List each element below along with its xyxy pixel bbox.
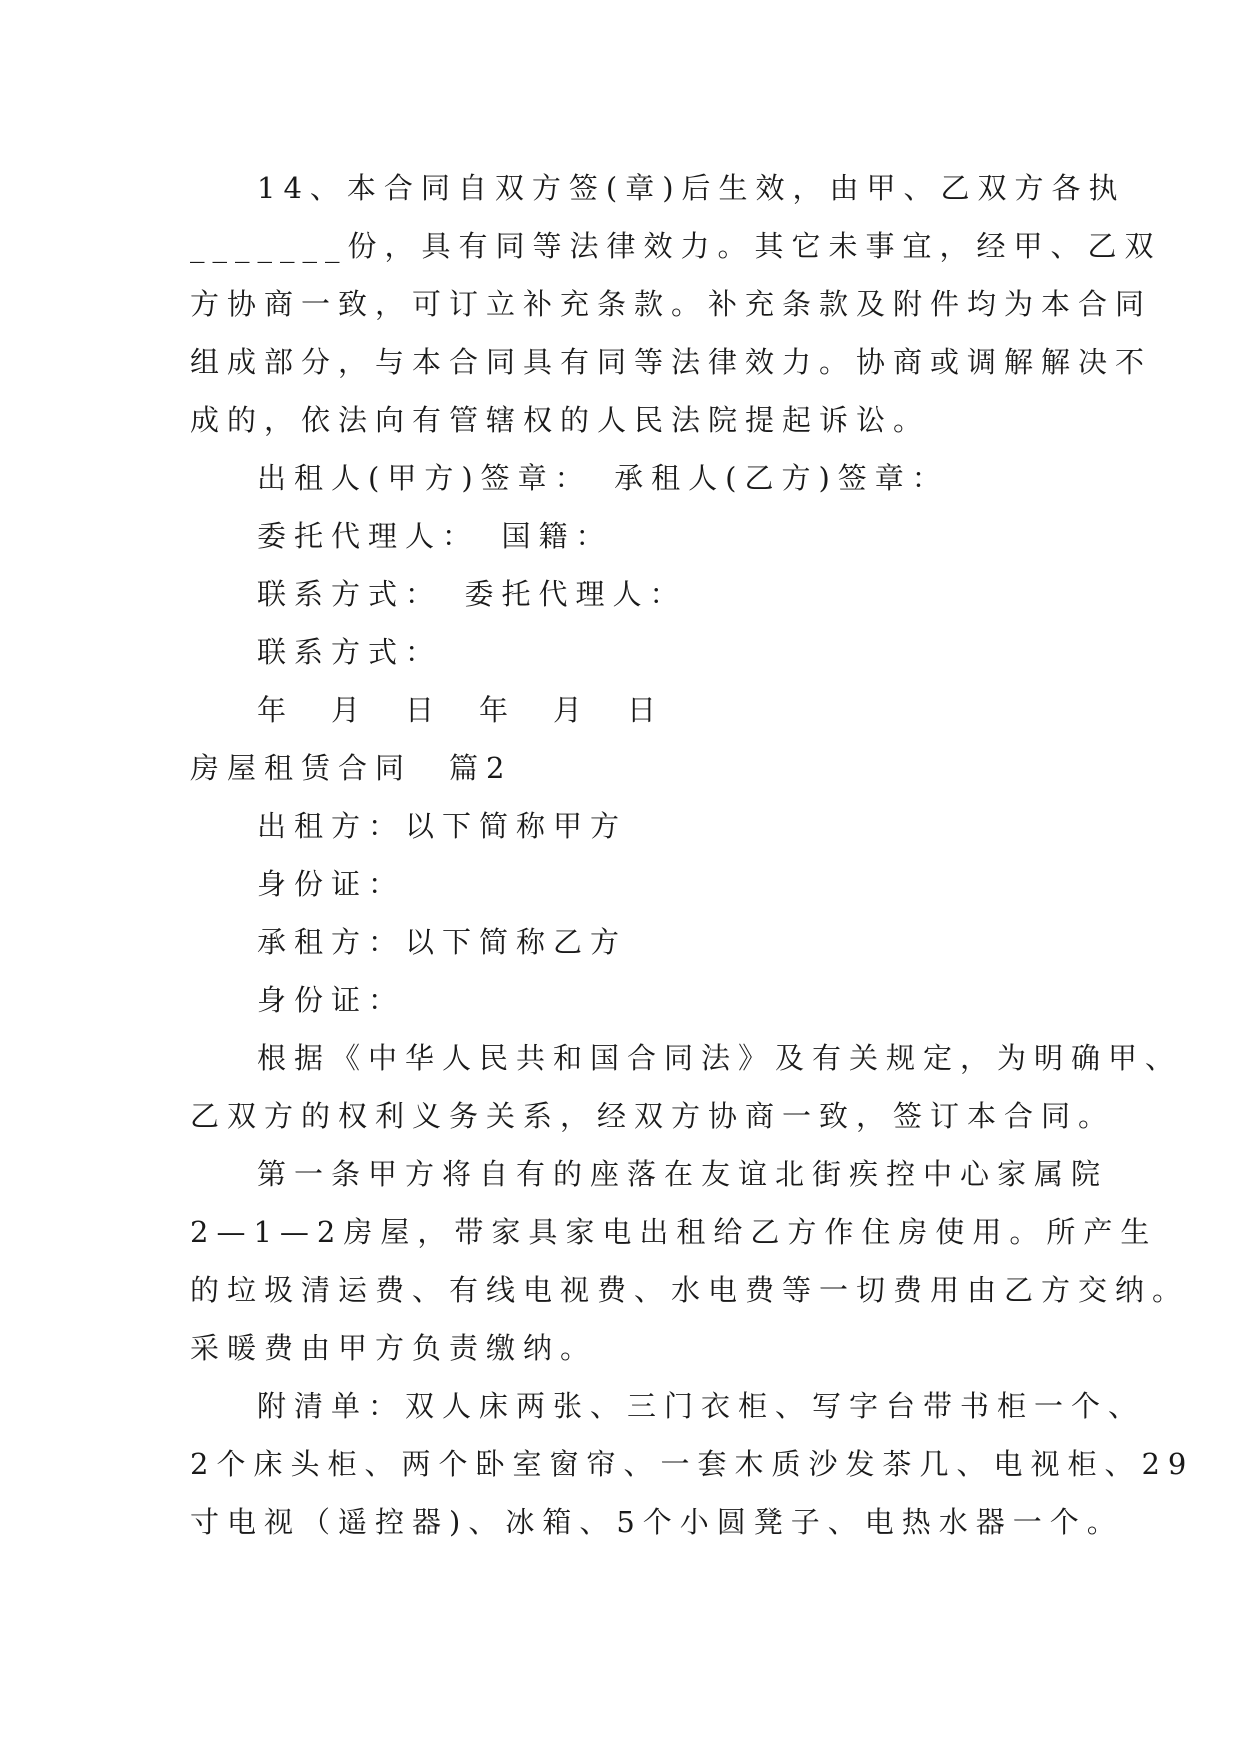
text-line: 方协商一致，可订立补充条款。补充条款及附件均为本合同: [190, 287, 1153, 321]
text-line: 出租人(甲方)签章： 承租人(乙方)签章：: [257, 461, 949, 495]
text-line: 身份证：: [257, 983, 406, 1017]
text-line: 出租方：以下简称甲方: [257, 809, 628, 843]
text-line: 年 月 日 年 月 日: [257, 693, 665, 727]
text-line: 乙双方的权利义务关系，经双方协商一致，签订本合同。: [190, 1099, 1116, 1133]
text-line: 成的，依法向有管辖权的人民法院提起诉讼。: [190, 403, 931, 437]
text-line: 联系方式：: [257, 635, 443, 669]
text-line: 采暖费由甲方负责缴纳。: [190, 1331, 598, 1365]
text-line: 联系方式： 委托代理人：: [257, 577, 687, 611]
text-line: 附清单：双人床两张、三门衣柜、写字台带书柜一个、: [257, 1389, 1146, 1423]
text-line: 委托代理人： 国籍：: [257, 519, 613, 553]
text-line: 寸电视（遥控器)、冰箱、5个小圆凳子、电热水器一个。: [190, 1505, 1124, 1539]
text-line: 组成部分，与本合同具有同等法律效力。协商或调解解决不: [190, 345, 1153, 379]
text-line: 根据《中华人民共和国合同法》及有关规定，为明确甲、: [257, 1041, 1183, 1075]
text-line: 14、本合同自双方签(章)后生效，由甲、乙双方各执: [257, 171, 1126, 205]
section-heading: 房屋租赁合同 篇2: [190, 751, 513, 785]
text-line: 承租方：以下简称乙方: [257, 925, 628, 959]
text-line: 2个床头柜、两个卧室窗帘、一套木质沙发茶几、电视柜、29: [190, 1447, 1195, 1481]
text-line: 的垃圾清运费、有线电视费、水电费等一切费用由乙方交纳。: [190, 1273, 1190, 1307]
text-line: 身份证：: [257, 867, 406, 901]
text-line: 第一条甲方将自有的座落在友谊北街疾控中心家属院: [257, 1157, 1109, 1191]
text-line: 2—1—2房屋，带家具家电出租给乙方作住房使用。所产生: [190, 1215, 1158, 1249]
text-line: _______份，具有同等法律效力。其它未事宜，经甲、乙双: [190, 229, 1162, 263]
